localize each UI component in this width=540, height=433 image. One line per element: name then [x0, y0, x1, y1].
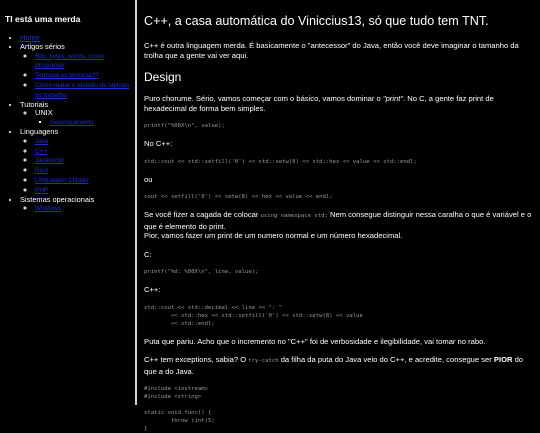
code-label: C++:	[144, 285, 161, 294]
nav-link-rust[interactable]: Rust	[35, 167, 49, 175]
text: do que a do Java.	[144, 355, 524, 376]
nav-item	[35, 137, 135, 147]
nav-link-java[interactable]: Java	[35, 137, 49, 145]
nav-submenu-sistemas	[20, 204, 135, 214]
nav-link-bits-bytes[interactable]: Bits, bytes, words, como programar	[35, 52, 105, 70]
paragraph	[144, 94, 536, 113]
sidebar	[0, 0, 135, 405]
nav-subsection-label: UNIX	[35, 108, 53, 118]
code-block: cout << setfill('0') << setw(8) << hex << value << endl;	[144, 194, 333, 200]
text: da filha da puta do Java veio do C++, e acredite, consegue ser	[278, 355, 494, 364]
code-label: No C++:	[144, 139, 173, 148]
code-block: printf("%08X\n", value);	[144, 123, 225, 129]
paragraph	[144, 355, 536, 376]
nav-item	[35, 71, 135, 81]
intro-paragraph: C++ é outra linguagem merda. É basicamente o "antecessor" do Java, então você deve imaginar o tamanho da trolha que a gente vai ver aqui.	[144, 41, 519, 60]
nav-section-label: Linguagens	[20, 126, 59, 136]
site-title: TI está uma merda	[5, 14, 81, 24]
nav-item	[35, 204, 135, 214]
nav-item	[35, 52, 135, 72]
nav-link-cpp[interactable]: C++	[35, 147, 48, 155]
nav-item	[35, 156, 135, 166]
code-block: std::cout << std::decimal << line << ": " << std::hex << std::setfill('0') << std::setw(8) << value << std::endl;	[144, 304, 363, 327]
nav-section-label: Tutoriais	[20, 99, 49, 109]
strong-text: PIOR	[493, 355, 513, 364]
nav-item	[35, 147, 135, 157]
code-block: #include <iostream> #include <string> static void func() { throw (int)5; }	[144, 386, 215, 432]
nav-section-artigos	[20, 43, 135, 101]
nav-submenu-tutoriais	[20, 109, 135, 128]
text: C++ tem exceptions, sabia? O	[144, 355, 249, 364]
nav-subsection-unix	[35, 109, 135, 128]
nav-item	[35, 176, 135, 186]
nav-link-home[interactable]: Home	[20, 33, 40, 42]
nav-item	[50, 118, 135, 128]
nav-section-tutoriais	[20, 101, 135, 128]
nav-submenu-linguagens	[20, 137, 135, 196]
page-title: C++, a casa automática do Viniccius13, só que tudo tem TNT.	[144, 14, 489, 28]
paragraph	[144, 210, 536, 241]
nav-item	[35, 81, 135, 101]
nav-section-label: Artigos sérios	[20, 41, 65, 51]
emphasis-text: "print"	[382, 94, 404, 103]
nav-link-terminal[interactable]: Terminal vs terminal??	[35, 72, 99, 80]
nav-link-clipper[interactable]: Linguagem Clipper	[35, 176, 89, 184]
nav-link-javascript[interactable]: Javascript	[35, 157, 64, 165]
inline-code: using namespace std;	[260, 213, 328, 219]
text: Puro chorume. Sério, vamos começar com o básico, vamos dominar o	[144, 94, 383, 103]
nav-link-php[interactable]: PHP	[35, 186, 49, 194]
nav-menu	[5, 34, 135, 214]
article-content	[144, 0, 536, 432]
sidebar-divider	[135, 0, 137, 405]
inline-code: try-catch	[248, 358, 279, 364]
nav-link-gerenciamento[interactable]: Gerenciamento	[50, 119, 94, 127]
nav-link-teclado[interactable]: Como matar o teclado de laptops do trabalho	[35, 81, 130, 99]
text: Se você fizer a cagada de colocar	[144, 210, 261, 219]
nav-section-sistemas	[20, 196, 135, 215]
paragraph: Puta que pariu. Acho que o incremento no "C++" foi de verbosidade e ilegibilidade, vai tomar no rabo.	[144, 336, 486, 346]
nav-submenu-artigos	[20, 52, 135, 101]
nav-section-label: Sistemas operacionais	[20, 194, 95, 204]
text: Pior, vamos fazer um print de um numero normal e um número hexadecimal.	[144, 231, 403, 240]
text: Nem consegue distinguir nessa caralha o que é variável e o que é elemento do print.	[144, 210, 532, 231]
code-block: std::cout << std::setfill('0') << std::setw(8) << std::hex << value << std::endl;	[144, 158, 417, 165]
nav-link-windows[interactable]: Windows	[35, 205, 61, 213]
text: . No C, a gente faz print de hexadecimal de forma bem simples.	[144, 94, 494, 113]
nav-item	[35, 166, 135, 176]
section-heading-design: Design	[144, 70, 182, 84]
code-label: ou	[144, 174, 153, 184]
code-block: printf("%d: %08X\n", line, value);	[144, 269, 259, 275]
code-label: C:	[144, 249, 152, 259]
nav-section-linguagens	[20, 128, 135, 196]
